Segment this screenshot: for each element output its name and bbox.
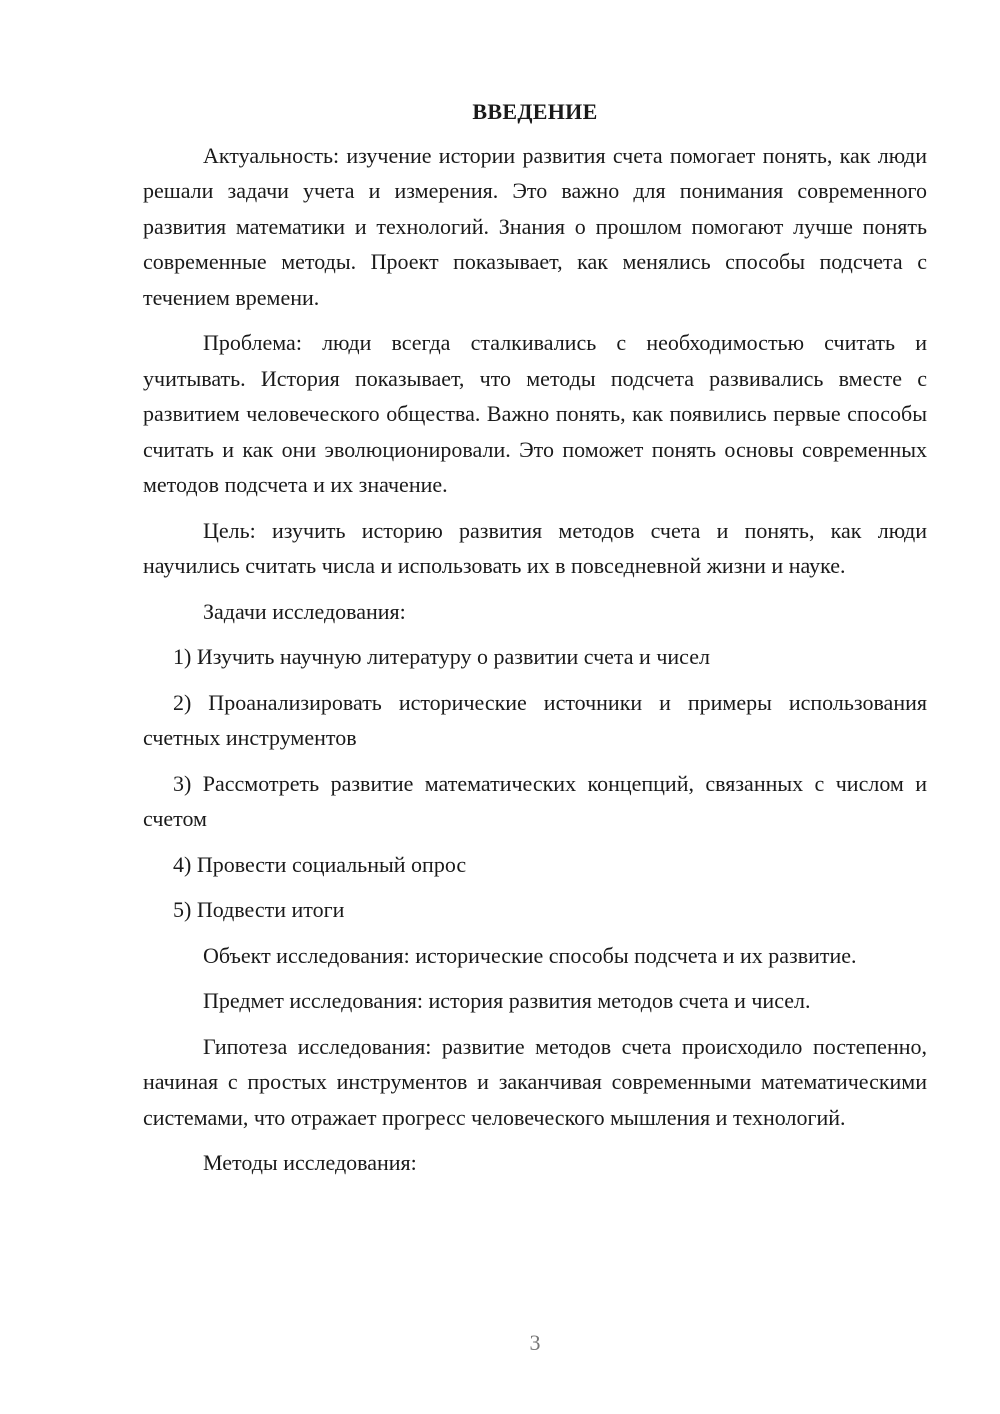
relevance-paragraph: Актуальность: изучение истории развития счета помогает понять, как люди решали задачи учета и измерения. Это важно для понимания современного развития математики и технологий. Знания о прошлом помогают лучше понять современные методы. Проект показывает, как менялись способы подсчета с течением времени. bbox=[143, 142, 927, 310]
task-item: 5) Подвести итоги bbox=[173, 897, 345, 922]
tasks-heading: Задачи исследования: bbox=[203, 598, 406, 624]
task-item: 1) Изучить научную литературу о развитии счета и чисел bbox=[173, 644, 710, 669]
methods-heading: Методы исследования: bbox=[203, 1150, 417, 1175]
page-number: 3 bbox=[529, 1330, 541, 1355]
page-title: ВВЕДЕНИЕ bbox=[472, 99, 598, 124]
subject-paragraph: Предмет исследования: история развития методов счета и чисел. bbox=[203, 988, 811, 1013]
problem-paragraph: Проблема: люди всегда сталкивались с необходимостью считать и учитывать. История показывает, что методы подсчета развивались вместе с развитием человеческого общества. Важно понять, как появились первые способы считать и как они эволюционировали. Это поможет понять основы современных методов подсчета и их значение. bbox=[143, 330, 927, 497]
task-item: 4) Провести социальный опрос bbox=[173, 851, 467, 877]
task-item: 2) Проанализировать исторические источники и примеры использования счетных инструментов bbox=[143, 689, 927, 750]
document-page bbox=[143, 94, 927, 1191]
object-paragraph: Объект исследования: исторические способы подсчета и их развитие. bbox=[203, 942, 857, 968]
task-item: 3) Рассмотреть развитие математических концепций, связанных с числом и счетом bbox=[143, 770, 927, 831]
hypothesis-paragraph: Гипотеза исследования: развитие методов счета происходило постепенно, начиная с простых инструментов и заканчивая современными математическими системами, что отражает прогресс человеческого мышления и технологий. bbox=[143, 1033, 927, 1130]
goal-paragraph: Цель: изучить историю развития методов счета и понять, как люди научились считать числа и использовать их в повседневной жизни и науке. bbox=[143, 517, 927, 578]
